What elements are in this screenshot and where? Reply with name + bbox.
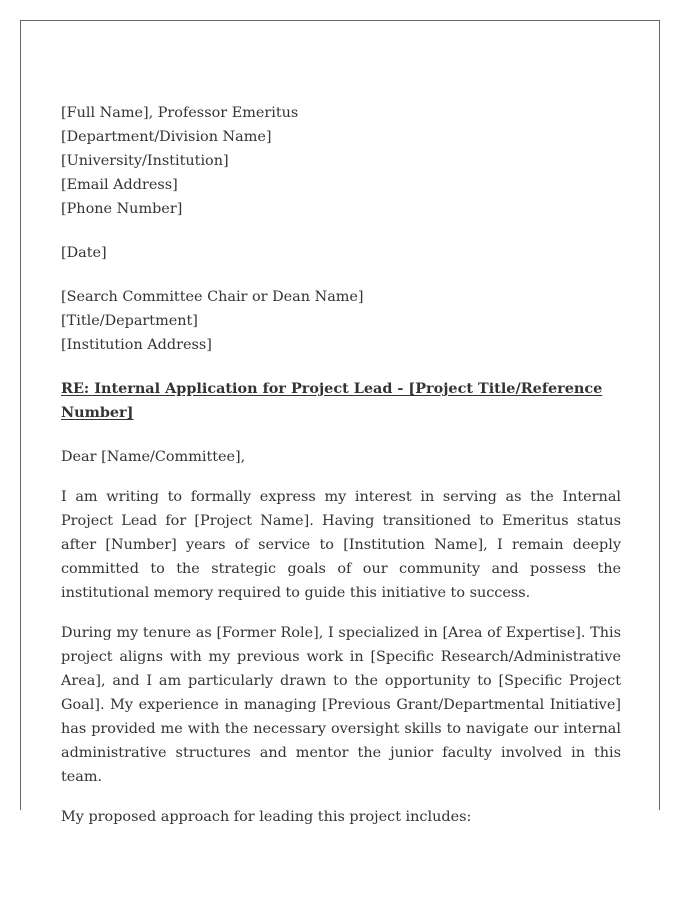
body-paragraph: During my tenure as [Former Role], I specialized in [Area of Expertise]. This project aligns with my previous work in [Specific Research/Administrative Area], and I am particularly drawn to the opportunity to [Specific Project Goal]. My experience in managing [Previous Grant/Departmental Initiative] has provided me with the necessary oversight skills to navigate our internal administrative structures and mentor the junior faculty involved in this team. bbox=[61, 625, 621, 785]
recipient-block bbox=[61, 285, 621, 357]
date-block bbox=[61, 241, 621, 265]
sender-department: [Department/Division Name] bbox=[61, 129, 272, 145]
recipient-title: [Title/Department] bbox=[61, 313, 198, 329]
letter-content bbox=[61, 101, 621, 829]
letter-date: [Date] bbox=[61, 245, 107, 261]
sender-name: [Full Name], Professor Emeritus bbox=[61, 105, 299, 121]
sender-phone: [Phone Number] bbox=[61, 201, 183, 217]
sender-email: [Email Address] bbox=[61, 177, 178, 193]
recipient-address: [Institution Address] bbox=[61, 337, 212, 353]
subject-line: RE: Internal Application for Project Lead - [Project Title/Reference Number] bbox=[61, 380, 603, 421]
body-paragraph: My proposed approach for leading this project includes: bbox=[61, 809, 472, 825]
letter-page bbox=[20, 20, 660, 825]
sender-university: [University/Institution] bbox=[61, 153, 229, 169]
salutation: Dear [Name/Committee], bbox=[61, 449, 246, 465]
body-paragraph: I am writing to formally express my interest in serving as the Internal Project Lead for [Project Name]. Having transitioned to Emeritus status after [Number] years of service to [Institution Name], I remain deeply committed to the strategic goals of our community and possess the institutional memory required to guide this initiative to success. bbox=[61, 489, 621, 601]
recipient-name: [Search Committee Chair or Dean Name] bbox=[61, 289, 364, 305]
sender-block bbox=[61, 101, 621, 221]
